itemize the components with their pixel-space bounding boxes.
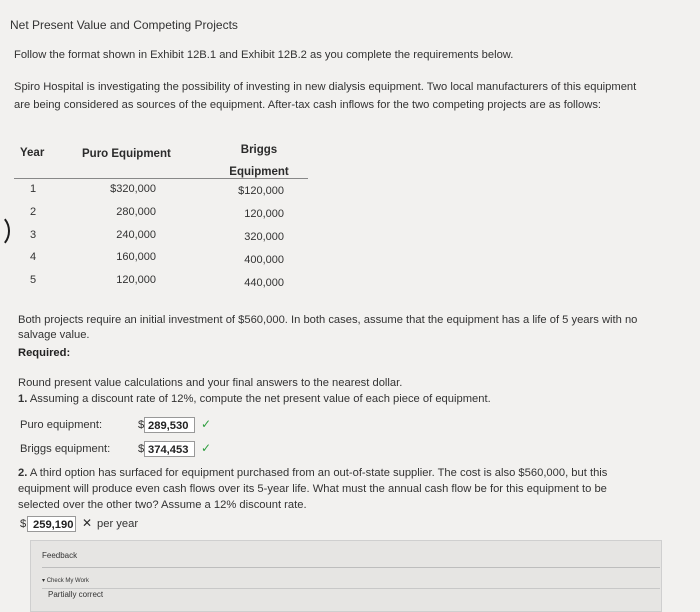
cell-briggs-1: $120,000 [238,185,284,197]
question-2-text-1: A third option has surfaced for equipment purchased from an out-of-state supplier. The cost is also $560,000, but this [29,467,608,479]
question-2-number: 2. [18,467,28,479]
investment-paragraph [18,313,686,343]
investment-line-2: salvage value. [18,329,90,341]
check-my-work-link[interactable] [42,577,89,584]
cell-year-4: 4 [29,251,37,263]
cell-briggs-2: 120,000 [244,208,284,220]
investment-line-1: Both projects require an initial investment of $560,000. In both cases, assume that the equipment has a life of 5 years with no [18,314,638,326]
per-year-label: per year [97,518,139,530]
question-1-text: Assuming a discount rate of 12%, compute the net present value of each piece of equipment. [29,393,491,405]
column-header-briggs [224,139,294,183]
column-header-puro: Puro Equipment [82,148,171,160]
cell-puro-3: 240,000 [116,229,156,241]
checkmark-icon: ✓ [201,417,212,431]
cell-puro-1: $320,000 [110,183,156,195]
chevron-down-icon: ▾ [42,578,46,584]
feedback-divider [42,567,660,568]
cell-puro-5: 120,000 [116,274,156,286]
column-header-briggs-line2: Equipment [229,166,289,178]
feedback-label: Feedback [42,551,78,560]
cell-year-3: 3 [29,229,37,241]
intro-line-1: Spiro Hospital is investigating the possibility of investing in new dialysis equipment. Two local manufacturers of this equipment [14,81,637,93]
intro-paragraph [14,78,696,114]
cell-briggs-3: 320,000 [244,231,284,243]
cell-year-1: 1 [29,183,37,195]
question-2-line-3: selected over the other two? Assume a 12% discount rate. [18,499,307,511]
question-2-line-2: equipment will produce even cash flows over its 5-year life. What must the annual cash flow be for this equipment to be [18,483,607,495]
question-1-number: 1. [18,393,28,405]
edge-bracket-mark [0,214,10,248]
cell-puro-4: 160,000 [116,251,156,263]
cell-year-2: 2 [29,206,37,218]
question-2-line-1 [18,465,658,481]
feedback-divider-2 [42,588,660,589]
puro-currency-symbol: $ [138,419,145,431]
instructions-text: Follow the format shown in Exhibit 12B.1 and Exhibit 12B.2 as you complete the requirements below. [14,49,514,61]
annual-cash-flow-input[interactable]: 259,190 [27,516,76,532]
cell-briggs-5: 440,000 [244,277,284,289]
puro-npv-input[interactable]: 289,530 [144,417,195,433]
question-2 [18,465,658,513]
briggs-answer-label: Briggs equipment: [20,443,111,455]
rounding-instruction: Round present value calculations and your final answers to the nearest dollar. [18,377,403,389]
page-title: Net Present Value and Competing Projects [10,18,238,32]
cell-year-5: 5 [29,274,37,286]
question-1 [18,393,491,405]
column-header-briggs-line1: Briggs [240,144,278,156]
header-divider [14,178,308,179]
required-heading: Required: [18,347,71,359]
puro-answer-label: Puro equipment: [20,419,103,431]
cell-puro-2: 280,000 [116,206,156,218]
feedback-status: Partially correct [48,590,104,599]
check-my-work-text: Check My Work [46,578,89,584]
briggs-npv-input[interactable]: 374,453 [144,441,195,457]
annual-currency-symbol: $ [20,518,27,530]
x-icon: ✕ [82,516,93,530]
cell-briggs-4: 400,000 [244,254,284,266]
feedback-panel [30,540,662,612]
intro-line-2: are being considered as sources of the equipment. After-tax cash inflows for the two competing projects are as follows: [14,99,602,111]
briggs-currency-symbol: $ [138,443,145,455]
column-header-year: Year [20,147,45,159]
checkmark-icon: ✓ [201,441,212,455]
